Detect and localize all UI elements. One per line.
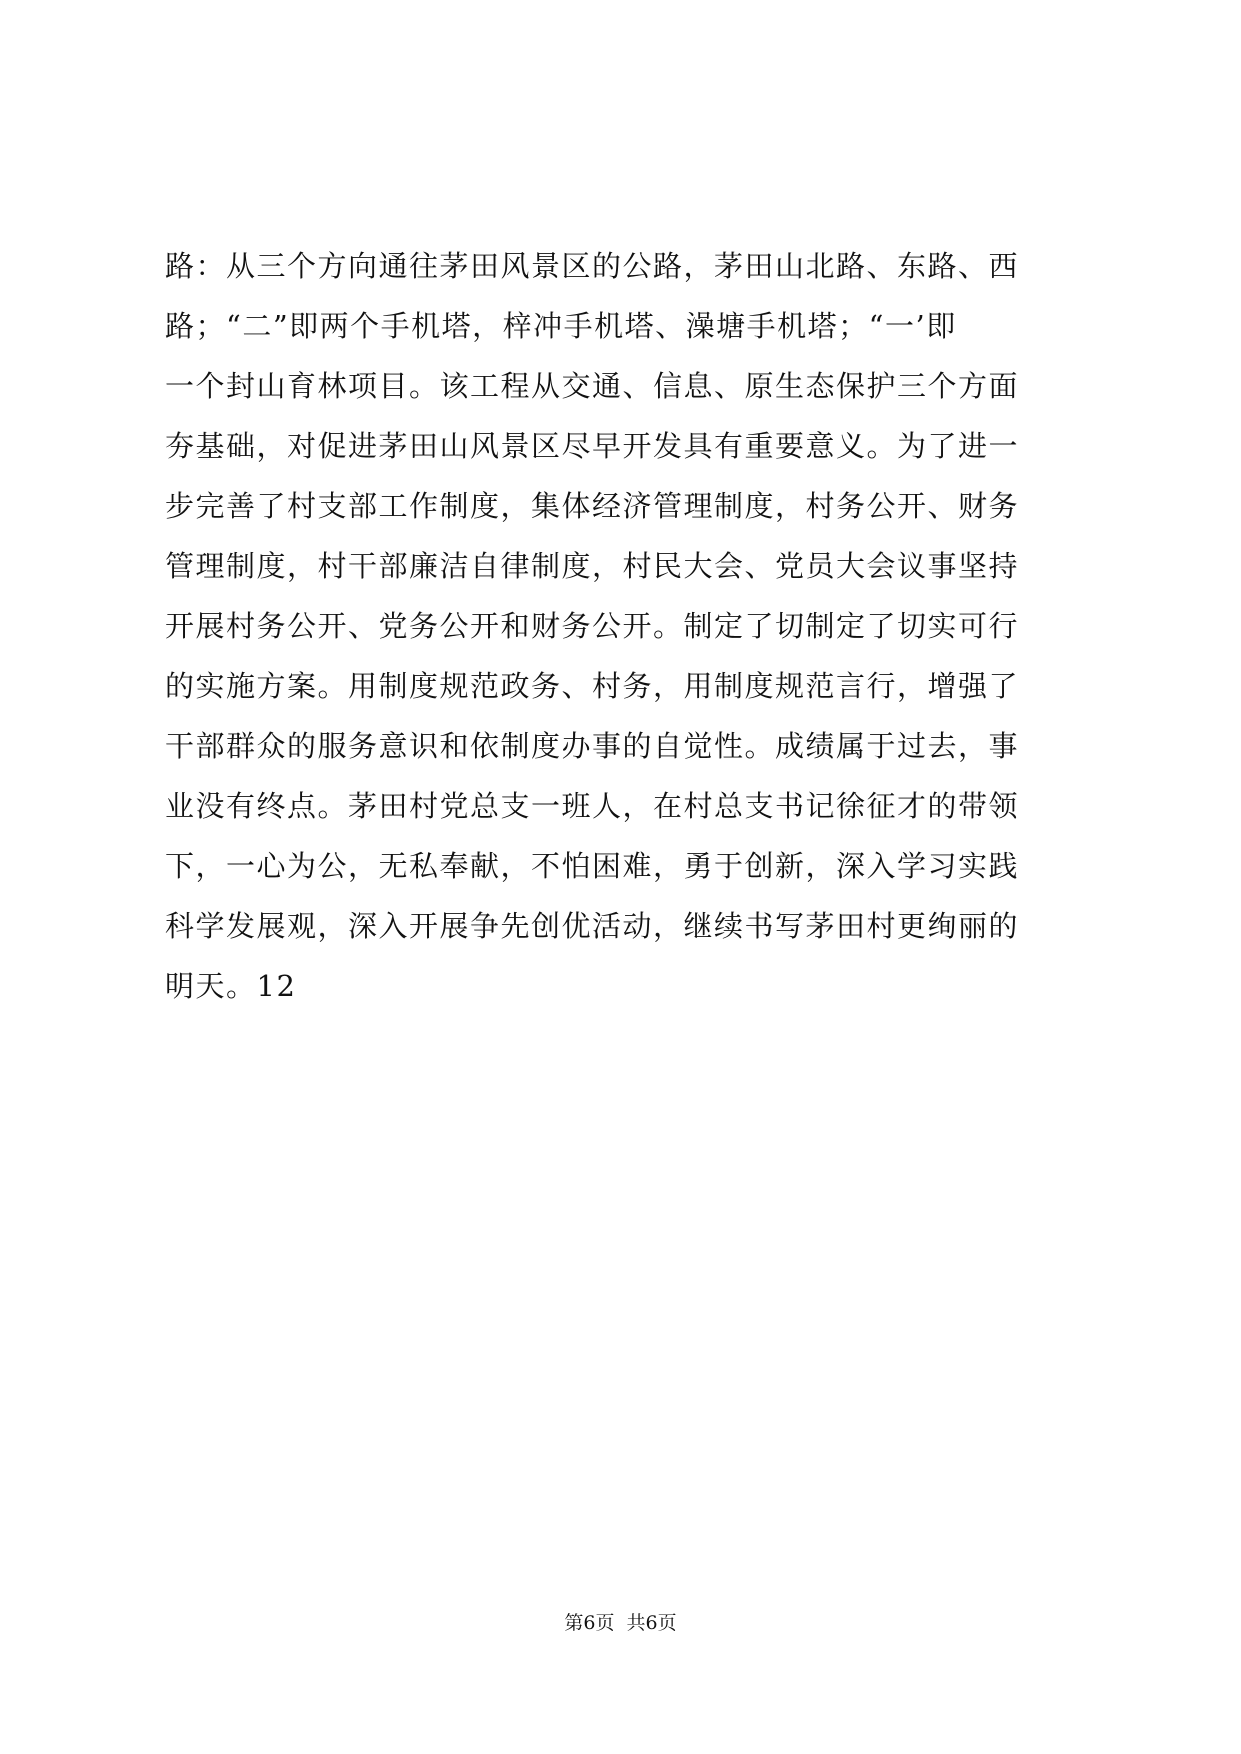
page-number: 第6页 (564, 1612, 615, 1634)
text-line: 管理制度，村干部廉洁自律制度，村民大会、党员大会议事坚持 (165, 549, 1020, 583)
text-line: 下，一心为公，无私奉献，不怕困难，勇于创新，深入学习实践 (165, 849, 1020, 883)
text-line: 一个封山育林项目。该工程从交通、信息、原生态保护三个方面 (165, 369, 1020, 403)
text-line: 步完善了村支部工作制度，集体经济管理制度，村务公开、财务 (165, 489, 1020, 523)
page-total: 共6页 (626, 1612, 677, 1634)
text-line: 开展村务公开、党务公开和财务公开。制定了切制定了切实可行 (165, 609, 1020, 643)
text-line: 明天。12 (165, 969, 297, 1003)
text-line: 科学发展观，深入开展争先创优活动，继续书写茅田村更绚丽的 (165, 909, 1020, 943)
text-line: 路：从三个方向通往茅田风景区的公路，茅田山北路、东路、西 (165, 249, 1020, 283)
body-paragraph (165, 236, 1095, 1016)
text-line: 的实施方案。用制度规范政务、村务，用制度规范言行，增强了 (165, 669, 1020, 703)
text-line: 业没有终点。茅田村党总支一班人，在村总支书记徐征才的带领 (165, 789, 1020, 823)
page-footer (0, 1608, 1241, 1638)
text-line: 路；“二”即两个手机塔，梓冲手机塔、澡塘手机塔；“一’即 (165, 309, 957, 343)
text-line: 干部群众的服务意识和依制度办事的自觉性。成绩属于过去，事 (165, 729, 1020, 763)
text-line: 夯基础，对促进茅田山风景区尽早开发具有重要意义。为了进一 (165, 429, 1020, 463)
